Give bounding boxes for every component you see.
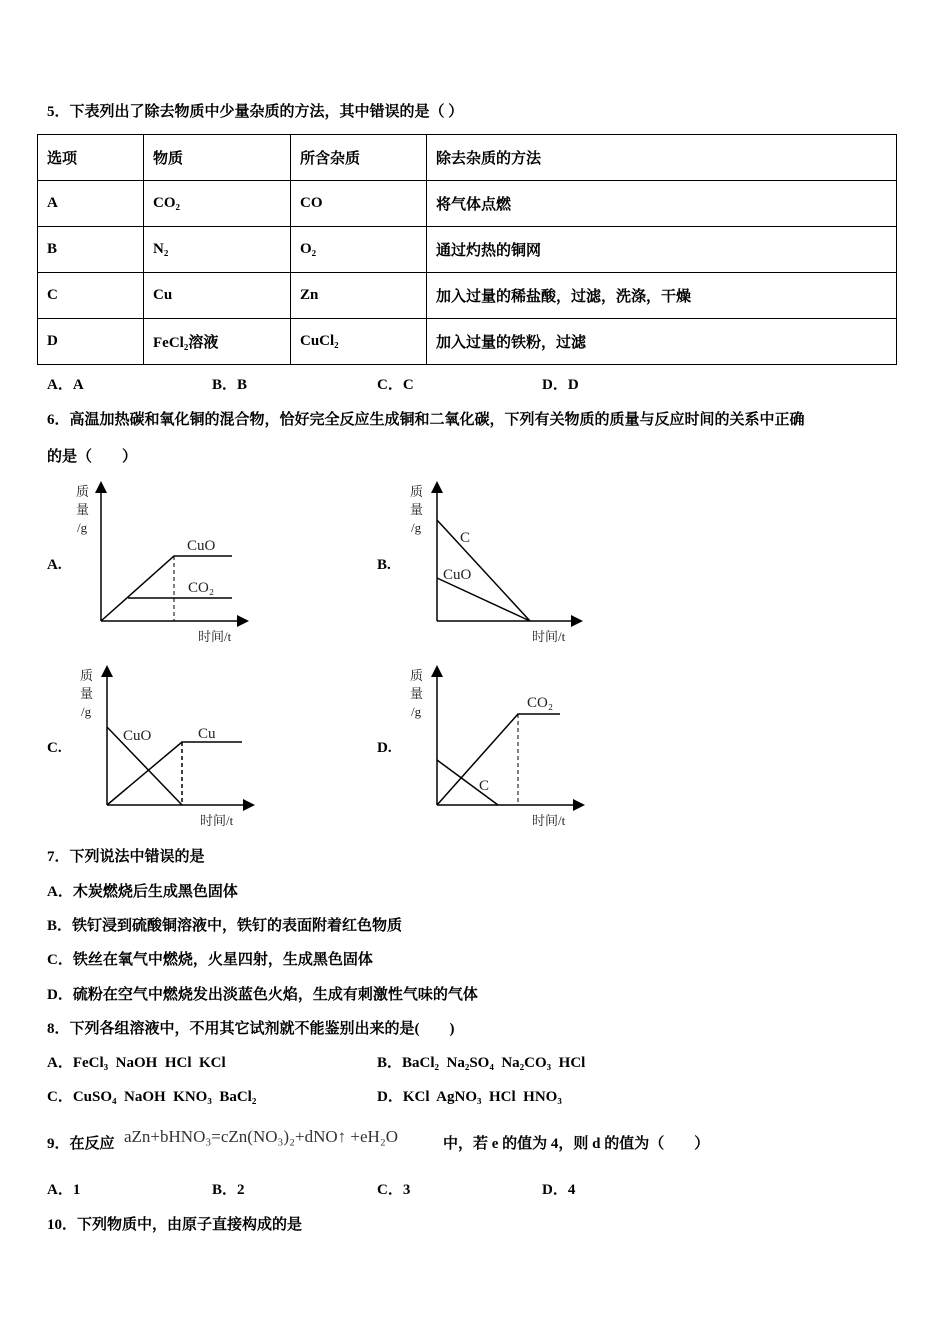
q9-option-c: C．3 bbox=[377, 1182, 411, 1198]
cell: CO₂ bbox=[144, 181, 291, 227]
q7-option-b: B．铁钉浸到硫酸铜溶液中，铁钉的表面附着红色物质 bbox=[47, 918, 403, 934]
graph-d-co2-line bbox=[437, 714, 560, 805]
header-cell: 选项 bbox=[38, 135, 144, 181]
q6-question-line1: 6．高温加热碳和氧化铜的混合物，恰好完全反应生成铜和二氧化碳，下列有关物质的质量与反应时间的关系中正确 bbox=[47, 412, 805, 428]
q9-option-d: D．4 bbox=[542, 1182, 576, 1198]
y-axis-label: 质 bbox=[80, 668, 94, 683]
q9-suffix: 中，若 e 的值为 4，则 d 的值为（ ） bbox=[443, 1136, 710, 1152]
q8-question: 8．下列各组溶液中，不用其它试剂就不能鉴别出来的是( ) bbox=[47, 1021, 455, 1037]
cell: CuCl₂ bbox=[291, 319, 427, 365]
q5-option-b: B．B bbox=[212, 377, 248, 393]
y-axis-label: 质 bbox=[410, 484, 424, 499]
cell: C bbox=[38, 273, 144, 319]
q6-question-line2: 的是（ ） bbox=[47, 449, 138, 465]
cell: A bbox=[38, 181, 144, 227]
graph-d-series-label: CO₂ bbox=[527, 695, 554, 711]
x-axis-label: 时间/t bbox=[198, 629, 232, 644]
graph-b-series-label: CuO bbox=[443, 567, 472, 583]
y-axis-label: 量 bbox=[76, 502, 90, 517]
graph-a-series-label: CuO bbox=[187, 538, 216, 554]
cell: CO bbox=[291, 181, 427, 227]
header-cell: 物质 bbox=[144, 135, 291, 181]
q9-option-b: B．2 bbox=[212, 1182, 245, 1198]
y-axis-label: 质 bbox=[76, 484, 90, 499]
q5-option-c: C．C bbox=[377, 377, 414, 393]
graph-c-label: C. bbox=[47, 740, 62, 756]
q7-option-c: C．铁丝在氧气中燃烧，火星四射，生成黑色固体 bbox=[47, 952, 373, 968]
graph-b-cuo-line bbox=[437, 578, 530, 621]
q8-option-c: C．CuSO₄ NaOH KNO₃ BaCl₂ bbox=[47, 1089, 257, 1105]
q9-prefix: 9．在反应 bbox=[47, 1136, 115, 1152]
graph-b-series-label: C bbox=[460, 530, 471, 546]
cell: Zn bbox=[291, 273, 427, 319]
q5-question: 5．下表列出了除去物质中少量杂质的方法，其中错误的是（ ） bbox=[47, 104, 464, 120]
graph-d-label: D. bbox=[377, 740, 392, 756]
cell: 通过灼热的铜网 bbox=[427, 227, 897, 273]
y-axis-label: 量 bbox=[410, 686, 424, 701]
y-axis-unit: /g bbox=[411, 520, 422, 535]
x-axis-label: 时间/t bbox=[532, 813, 566, 828]
y-axis-unit: /g bbox=[81, 704, 92, 719]
graph-c-series-label: CuO bbox=[123, 728, 152, 744]
q9-equation: aZn+bHNO₃=cZn(NO₃)₂+dNO↑ +eH₂O bbox=[124, 1127, 399, 1146]
header-cell: 除去杂质的方法 bbox=[427, 135, 897, 181]
graph-d-series-label: C bbox=[479, 778, 490, 794]
x-axis-label: 时间/t bbox=[532, 629, 566, 644]
q9-option-a: A．1 bbox=[47, 1182, 81, 1198]
y-axis-unit: /g bbox=[77, 520, 88, 535]
cell: 将气体点燃 bbox=[427, 181, 897, 227]
cell: 加入过量的稀盐酸，过滤，洗涤，干燥 bbox=[427, 273, 897, 319]
q10-question: 10．下列物质中，由原子直接构成的是 bbox=[47, 1217, 303, 1233]
cell: Cu bbox=[144, 273, 291, 319]
cell: FeCl₂溶液 bbox=[144, 319, 291, 365]
graph-a-series-label: CO₂ bbox=[188, 580, 215, 596]
header-cell: 所含杂质 bbox=[291, 135, 427, 181]
q5-option-a: A．A bbox=[47, 377, 84, 393]
q5-option-d: D．D bbox=[542, 377, 579, 393]
y-axis-label: 量 bbox=[410, 502, 424, 517]
q7-option-d: D．硫粉在空气中燃烧发出淡蓝色火焰，生成有刺激性气味的气体 bbox=[47, 987, 478, 1003]
graph-c-cu-line bbox=[107, 742, 242, 805]
q7-option-a: A．木炭燃烧后生成黑色固体 bbox=[47, 884, 238, 900]
x-axis-label: 时间/t bbox=[200, 813, 234, 828]
y-axis-label: 质 bbox=[410, 668, 424, 683]
q7-question: 7．下列说法中错误的是 bbox=[47, 849, 205, 865]
cell: N₂ bbox=[144, 227, 291, 273]
y-axis-unit: /g bbox=[411, 704, 422, 719]
cell: B bbox=[38, 227, 144, 273]
graph-a-label: A. bbox=[47, 557, 62, 573]
y-axis-label: 量 bbox=[80, 686, 94, 701]
graph-c-series-label: Cu bbox=[198, 726, 216, 742]
q8-option-a: A．FeCl₃ NaOH HCl KCl bbox=[47, 1055, 226, 1071]
q8-option-b: B．BaCl₂ Na₂SO₄ Na₂CO₃ HCl bbox=[377, 1055, 586, 1071]
graph-d bbox=[437, 668, 582, 805]
cell: O₂ bbox=[291, 227, 427, 273]
graph-b bbox=[437, 484, 580, 621]
q8-option-d: D．KCl AgNO₃ HCl HNO₃ bbox=[377, 1089, 562, 1105]
cell: D bbox=[38, 319, 144, 365]
graph-a bbox=[101, 484, 246, 621]
graph-b-label: B. bbox=[377, 557, 391, 573]
cell: 加入过量的铁粉，过滤 bbox=[427, 319, 897, 365]
